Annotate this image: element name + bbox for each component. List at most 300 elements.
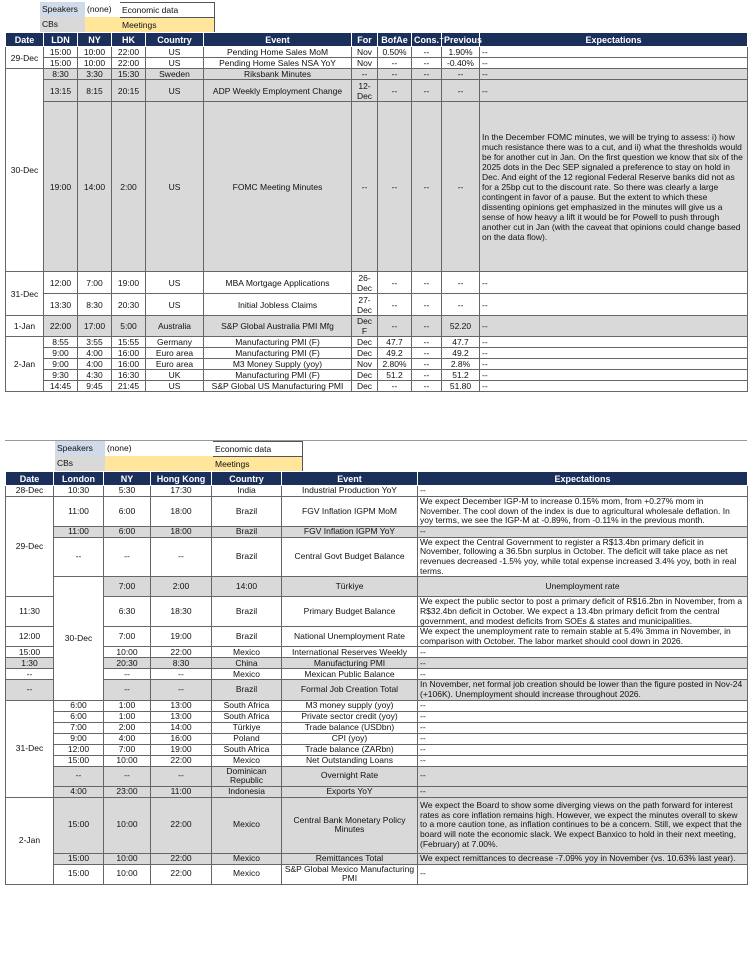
event-cell: Primary Budget Balance bbox=[282, 597, 418, 627]
hong-kong-cell: 18:00 bbox=[151, 526, 212, 537]
country-cell: Brazil bbox=[212, 597, 282, 627]
expectations-cell: -- bbox=[480, 47, 748, 58]
bofae-cell: -- bbox=[378, 58, 412, 69]
event-cell: National Unemployment Rate bbox=[282, 627, 418, 647]
header-for: For bbox=[352, 33, 378, 47]
hong-kong-cell: -- bbox=[151, 537, 212, 576]
cons-cell: -- bbox=[412, 348, 442, 359]
expectations-cell: We expect the Central Government to register a R$13.4bn primary deficit in November, following a 36.5bn surplus in October. The deficit will take place as net revenues decreased -1.5% yoy, while total expense increased 3.4% yoy, both in real terms. bbox=[418, 537, 748, 576]
hk-cell: 22:00 bbox=[112, 47, 146, 58]
date-cell: 30-Dec bbox=[6, 69, 44, 272]
previous-cell: 52.20 bbox=[442, 316, 480, 337]
ldn-cell: 15:00 bbox=[44, 58, 78, 69]
header-event: Event bbox=[204, 33, 352, 47]
hong-kong-cell: -- bbox=[151, 766, 212, 786]
london-cell: 12:00 bbox=[6, 627, 54, 647]
legend-speakers: Speakers bbox=[55, 441, 105, 456]
header-previous: Previous bbox=[442, 33, 480, 47]
country-cell: South Africa bbox=[212, 744, 282, 755]
cons-cell: -- bbox=[412, 294, 442, 316]
ldn-cell: 15:00 bbox=[44, 47, 78, 58]
event-cell: Mexican Public Balance bbox=[282, 669, 418, 680]
table-row bbox=[6, 627, 748, 647]
table-header-row bbox=[6, 472, 748, 486]
hong-kong-cell: 18:30 bbox=[151, 597, 212, 627]
event-cell: S&P Global Australia PMI Mfg bbox=[204, 316, 352, 337]
london-cell: 4:00 bbox=[54, 786, 104, 797]
ny-cell: 1:00 bbox=[104, 711, 151, 722]
expectations-cell: -- bbox=[418, 864, 748, 884]
expectations-cell: -- bbox=[480, 294, 748, 316]
hong-kong-cell: 19:00 bbox=[151, 627, 212, 647]
ny-cell: 6:30 bbox=[104, 597, 151, 627]
london-cell: 11:00 bbox=[54, 526, 104, 537]
expectations-cell: -- bbox=[418, 647, 748, 658]
expectations-cell: -- bbox=[480, 80, 748, 102]
ny-cell: 4:30 bbox=[78, 370, 112, 381]
ny-cell: 23:00 bbox=[104, 786, 151, 797]
previous-cell: -- bbox=[442, 294, 480, 316]
ldn-cell: 14:45 bbox=[44, 381, 78, 392]
bofae-cell: -- bbox=[378, 381, 412, 392]
date-cell: 2-Jan bbox=[6, 797, 54, 884]
date-cell: 28-Dec bbox=[6, 486, 54, 497]
bofae-cell: -- bbox=[378, 69, 412, 80]
ny-cell: 6:00 bbox=[104, 497, 151, 527]
ldn-cell: 13:30 bbox=[44, 294, 78, 316]
legend-none: (none) bbox=[87, 4, 112, 14]
cons-cell: -- bbox=[412, 316, 442, 337]
hk-cell: 21:45 bbox=[112, 381, 146, 392]
table-row bbox=[6, 722, 748, 733]
expectations-cell: -- bbox=[418, 658, 748, 669]
london-cell: 7:00 bbox=[54, 722, 104, 733]
header-bofae: BofAe bbox=[378, 33, 412, 47]
bofae-cell: 0.50% bbox=[378, 47, 412, 58]
country-cell: Indonesia bbox=[212, 786, 282, 797]
ny-cell: 4:00 bbox=[104, 733, 151, 744]
country-cell: Mexico bbox=[212, 755, 282, 766]
us-calendar-table bbox=[5, 32, 748, 392]
for-cell: Nov bbox=[352, 58, 378, 69]
legend-cbs: CBs bbox=[55, 456, 105, 471]
bofae-cell: 2.80% bbox=[378, 359, 412, 370]
us-calendar-panel bbox=[5, 2, 747, 422]
country-cell: South Africa bbox=[212, 711, 282, 722]
bofae-cell: -- bbox=[378, 316, 412, 337]
event-cell: S&P Global US Manufacturing PMI bbox=[204, 381, 352, 392]
hk-cell: 22:00 bbox=[112, 58, 146, 69]
country-cell: US bbox=[146, 47, 204, 58]
bofae-cell: -- bbox=[378, 102, 412, 272]
for-cell: 26-Dec bbox=[352, 272, 378, 294]
london-cell: -- bbox=[54, 766, 104, 786]
legend-meetings: Meetings bbox=[213, 456, 303, 471]
hong-kong-cell: 8:30 bbox=[151, 658, 212, 669]
expectations-cell: -- bbox=[418, 526, 748, 537]
header-date: Date bbox=[6, 33, 44, 47]
ldn-cell: 13:15 bbox=[44, 80, 78, 102]
bofae-cell: -- bbox=[378, 80, 412, 102]
previous-cell: -- bbox=[442, 102, 480, 272]
header-expectations: Expectations bbox=[480, 33, 748, 47]
header-hk: HK bbox=[112, 33, 146, 47]
header-country: Country bbox=[212, 472, 282, 486]
header-event: Event bbox=[282, 472, 418, 486]
event-cell: MBA Mortgage Applications bbox=[204, 272, 352, 294]
event-cell: Pending Home Sales MoM bbox=[204, 47, 352, 58]
ny-cell: -- bbox=[104, 537, 151, 576]
country-cell: Brazil bbox=[212, 537, 282, 576]
cons-cell: -- bbox=[412, 272, 442, 294]
previous-cell: 51.2 bbox=[442, 370, 480, 381]
expectations-cell: -- bbox=[480, 58, 748, 69]
ny-cell: 5:30 bbox=[104, 486, 151, 497]
london-cell: 15:00 bbox=[54, 853, 104, 864]
london-cell: 15:00 bbox=[6, 647, 54, 658]
ny-cell: 10:00 bbox=[104, 864, 151, 884]
event-cell: Pending Home Sales NSA YoY bbox=[204, 58, 352, 69]
table-row bbox=[6, 359, 748, 370]
ny-cell: -- bbox=[104, 680, 151, 700]
bofae-cell: 51.2 bbox=[378, 370, 412, 381]
date-cell: 2-Jan bbox=[6, 337, 44, 392]
country-cell: Mexico bbox=[212, 853, 282, 864]
previous-cell: 1.90% bbox=[442, 47, 480, 58]
legend-meetings: Meetings bbox=[120, 17, 215, 32]
country-cell: China bbox=[212, 658, 282, 669]
previous-cell: -- bbox=[442, 272, 480, 294]
header-ny: NY bbox=[78, 33, 112, 47]
table-row bbox=[6, 864, 748, 884]
cons-cell: -- bbox=[412, 337, 442, 348]
cons-cell: -- bbox=[412, 359, 442, 370]
london-cell: -- bbox=[54, 537, 104, 576]
country-cell: US bbox=[146, 272, 204, 294]
table-row bbox=[6, 294, 748, 316]
hk-cell: 20:30 bbox=[112, 294, 146, 316]
country-cell: US bbox=[146, 58, 204, 69]
previous-cell: 2.8% bbox=[442, 359, 480, 370]
country-cell: Brazil bbox=[212, 627, 282, 647]
ny-cell: 3:30 bbox=[78, 69, 112, 80]
event-cell: Net Outstanding Loans bbox=[282, 755, 418, 766]
cons-cell: -- bbox=[412, 102, 442, 272]
ny-cell: 2:00 bbox=[151, 577, 212, 597]
table-header-row bbox=[6, 33, 748, 47]
event-cell: M3 money supply (yoy) bbox=[282, 700, 418, 711]
previous-cell: 49.2 bbox=[442, 348, 480, 359]
event-cell: S&P Global Mexico Manufacturing PMI bbox=[282, 864, 418, 884]
event-cell: Trade balance (USDbn) bbox=[282, 722, 418, 733]
hong-kong-cell: 22:00 bbox=[151, 647, 212, 658]
table-row bbox=[6, 47, 748, 58]
ny-cell: 3:55 bbox=[78, 337, 112, 348]
legend-yellow-swatch bbox=[85, 17, 120, 32]
legend-row-2 bbox=[55, 456, 747, 471]
event-cell: Manufacturing PMI (F) bbox=[204, 348, 352, 359]
cons-cell: -- bbox=[412, 69, 442, 80]
expectations-cell: -- bbox=[480, 337, 748, 348]
for-cell: -- bbox=[352, 69, 378, 80]
expectations-cell: We expect the unemployment rate to remain stable at 5.4% 3mma in November, in comparison with October. The labor market should cool down in 2026. bbox=[418, 627, 748, 647]
cons-cell: -- bbox=[412, 381, 442, 392]
table-row bbox=[6, 58, 748, 69]
country-cell: South Africa bbox=[212, 700, 282, 711]
hk-cell: 20:15 bbox=[112, 80, 146, 102]
ny-cell: 7:00 bbox=[104, 627, 151, 647]
date-cell: 30-Dec bbox=[54, 577, 104, 700]
table-row bbox=[6, 316, 748, 337]
table-row bbox=[6, 337, 748, 348]
expectations-cell: -- bbox=[480, 316, 748, 337]
legend-speakers: Speakers bbox=[40, 2, 85, 17]
ldn-cell: 22:00 bbox=[44, 316, 78, 337]
hk-cell: 19:00 bbox=[112, 272, 146, 294]
previous-cell: 51.80 bbox=[442, 381, 480, 392]
header-london: London bbox=[54, 472, 104, 486]
header-date: Date bbox=[6, 472, 54, 486]
expectations-cell: -- bbox=[418, 486, 748, 497]
cons-cell: -- bbox=[412, 58, 442, 69]
country-cell: Brazil bbox=[212, 497, 282, 527]
ny-cell: 10:00 bbox=[104, 797, 151, 853]
ny-cell: 10:00 bbox=[78, 47, 112, 58]
bofae-cell: 49.2 bbox=[378, 348, 412, 359]
ny-cell: 1:00 bbox=[104, 700, 151, 711]
event-cell: Manufacturing PMI (F) bbox=[204, 337, 352, 348]
ldn-cell: 9:30 bbox=[44, 370, 78, 381]
ny-cell: 10:00 bbox=[104, 647, 151, 658]
for-cell: Nov bbox=[352, 47, 378, 58]
legend-economic: Economic data bbox=[120, 2, 215, 17]
ny-cell: 9:45 bbox=[78, 381, 112, 392]
hk-cell: 15:55 bbox=[112, 337, 146, 348]
hong-kong-cell: 16:00 bbox=[151, 733, 212, 744]
london-cell: 9:00 bbox=[54, 733, 104, 744]
table-row bbox=[6, 797, 748, 853]
expectations-cell: -- bbox=[480, 348, 748, 359]
for-cell: -- bbox=[352, 102, 378, 272]
ny-cell: 20:30 bbox=[104, 658, 151, 669]
table-row bbox=[6, 700, 748, 711]
ny-cell: 14:00 bbox=[78, 102, 112, 272]
ldn-cell: 8:55 bbox=[44, 337, 78, 348]
table-row bbox=[6, 577, 748, 597]
expectations-cell: -- bbox=[418, 786, 748, 797]
country-cell: Germany bbox=[146, 337, 204, 348]
bofae-cell: -- bbox=[378, 272, 412, 294]
expectations-cell: We expect December IGP-M to increase 0.15% mom, from +0.27% mom in November. The cool down of the index is due to agricultural wholesale deflation. In yoy terms, we see the IGP-M at -0.89%, from -0.11% in the previous month. bbox=[418, 497, 748, 527]
expectations-cell: -- bbox=[480, 381, 748, 392]
table-row bbox=[6, 786, 748, 797]
country-cell: India bbox=[212, 486, 282, 497]
country-cell: Mexico bbox=[212, 797, 282, 853]
country-cell: Brazil bbox=[212, 680, 282, 700]
table-row bbox=[6, 526, 748, 537]
country-cell: Euro area bbox=[146, 359, 204, 370]
hong-kong-cell: 18:00 bbox=[151, 497, 212, 527]
event-cell: International Reserves Weekly bbox=[282, 647, 418, 658]
cons-cell: -- bbox=[412, 47, 442, 58]
ny-cell: 4:00 bbox=[78, 359, 112, 370]
legend-row-2 bbox=[40, 17, 747, 32]
table-row bbox=[6, 733, 748, 744]
country-cell: Sweden bbox=[146, 69, 204, 80]
event-cell: M3 Money Supply (yoy) bbox=[204, 359, 352, 370]
expectations-cell: We expect remittances to decrease -7.09% yoy in November (vs. 10.63% last year). bbox=[418, 853, 748, 864]
hong-kong-cell: -- bbox=[151, 669, 212, 680]
london-cell: -- bbox=[6, 680, 54, 700]
event-cell: Private sector credit (yoy) bbox=[282, 711, 418, 722]
london-cell: 12:00 bbox=[54, 744, 104, 755]
for-cell: Dec F bbox=[352, 316, 378, 337]
expectations-cell: In November, net formal job creation should be lower than the figure posted in Nov-24 (+106K). Unemployment should increase throughout 2026. bbox=[418, 680, 748, 700]
event-cell: FGV Inflation IGPM MoM bbox=[282, 497, 418, 527]
event-cell: Manufacturing PMI bbox=[282, 658, 418, 669]
event-cell: Exports YoY bbox=[282, 786, 418, 797]
legend-none: (none) bbox=[107, 443, 132, 453]
table-row bbox=[6, 486, 748, 497]
event-cell: Overnight Rate bbox=[282, 766, 418, 786]
previous-cell: -- bbox=[442, 80, 480, 102]
table-row bbox=[6, 853, 748, 864]
table-row bbox=[6, 348, 748, 359]
hk-cell: 5:00 bbox=[112, 316, 146, 337]
event-cell: Manufacturing PMI (F) bbox=[204, 370, 352, 381]
event-cell: ADP Weekly Employment Change bbox=[204, 80, 352, 102]
ny-cell: 4:00 bbox=[78, 348, 112, 359]
for-cell: 27-Dec bbox=[352, 294, 378, 316]
country-cell: US bbox=[146, 294, 204, 316]
event-cell: Remittances Total bbox=[282, 853, 418, 864]
country-cell: US bbox=[146, 80, 204, 102]
cons-cell: -- bbox=[412, 80, 442, 102]
date-cell: 29-Dec bbox=[6, 47, 44, 69]
table-row bbox=[6, 658, 748, 669]
table-row bbox=[6, 69, 748, 80]
expectations-cell: -- bbox=[480, 272, 748, 294]
ny-cell: 7:00 bbox=[104, 744, 151, 755]
header-ldn: LDN bbox=[44, 33, 78, 47]
london-cell: 11:30 bbox=[6, 597, 54, 627]
expectations-cell: -- bbox=[418, 722, 748, 733]
london-cell: 6:00 bbox=[54, 711, 104, 722]
expectations-cell: -- bbox=[418, 700, 748, 711]
em-calendar-panel bbox=[5, 440, 747, 969]
expectations-cell: We expect the public sector to post a primary deficit of R$16.2bn in November, from a R$32.4bn deficit in October. We expect a 13.4bn primary deficit from the central government, and modest deficits from SOEs & states and municipalities. bbox=[418, 597, 748, 627]
ny-cell: 10:00 bbox=[78, 58, 112, 69]
london-cell: -- bbox=[6, 669, 54, 680]
hong-kong-cell: 14:00 bbox=[212, 577, 282, 597]
hk-cell: 15:30 bbox=[112, 69, 146, 80]
hong-kong-cell: -- bbox=[151, 680, 212, 700]
legend-yellow-swatch bbox=[105, 456, 213, 471]
header-ny: NY bbox=[104, 472, 151, 486]
expectations-cell: -- bbox=[418, 766, 748, 786]
ny-cell: -- bbox=[104, 669, 151, 680]
table-row bbox=[6, 102, 748, 272]
london-cell: 1:30 bbox=[6, 658, 54, 669]
table-row bbox=[6, 744, 748, 755]
hong-kong-cell: 13:00 bbox=[151, 700, 212, 711]
table-row bbox=[6, 680, 748, 700]
em-calendar-table bbox=[5, 471, 748, 885]
header-cons: Cons.† bbox=[412, 33, 442, 47]
legend-economic: Economic data bbox=[213, 441, 303, 456]
london-cell: 15:00 bbox=[54, 797, 104, 853]
hong-kong-cell: 22:00 bbox=[151, 755, 212, 766]
date-cell: 31-Dec bbox=[6, 272, 44, 316]
country-cell: Euro area bbox=[146, 348, 204, 359]
ny-cell: 2:00 bbox=[104, 722, 151, 733]
country-cell: US bbox=[146, 102, 204, 272]
ny-cell: 17:00 bbox=[78, 316, 112, 337]
event-cell: Unemployment rate bbox=[418, 577, 748, 597]
country-cell: Australia bbox=[146, 316, 204, 337]
country-cell: Mexico bbox=[212, 669, 282, 680]
hk-cell: 16:30 bbox=[112, 370, 146, 381]
hong-kong-cell: 22:00 bbox=[151, 853, 212, 864]
legend-row-1 bbox=[55, 441, 747, 456]
table-row bbox=[6, 381, 748, 392]
expectations-cell: -- bbox=[418, 755, 748, 766]
date-cell: 31-Dec bbox=[6, 700, 54, 797]
legend-row-1 bbox=[40, 2, 747, 17]
ny-cell: 8:30 bbox=[78, 294, 112, 316]
cons-cell: -- bbox=[412, 370, 442, 381]
country-cell: Türkiye bbox=[212, 722, 282, 733]
previous-cell: -- bbox=[442, 69, 480, 80]
event-cell: Central Bank Monetary Policy Minutes bbox=[282, 797, 418, 853]
date-cell: 29-Dec bbox=[6, 497, 54, 597]
expectations-cell: -- bbox=[480, 69, 748, 80]
ny-cell: 6:00 bbox=[104, 526, 151, 537]
country-cell: Mexico bbox=[212, 647, 282, 658]
ny-cell: 10:00 bbox=[104, 755, 151, 766]
country-cell: Dominican Republic bbox=[212, 766, 282, 786]
london-cell: 6:00 bbox=[54, 700, 104, 711]
london-cell: 15:00 bbox=[54, 864, 104, 884]
table-row bbox=[6, 370, 748, 381]
hong-kong-cell: 19:00 bbox=[151, 744, 212, 755]
expectations-cell: -- bbox=[418, 669, 748, 680]
event-cell: Industrial Production YoY bbox=[282, 486, 418, 497]
for-cell: Nov bbox=[352, 359, 378, 370]
header-country: Country bbox=[146, 33, 204, 47]
legend-cbs: CBs bbox=[40, 17, 85, 32]
hong-kong-cell: 14:00 bbox=[151, 722, 212, 733]
expectations-cell: -- bbox=[418, 711, 748, 722]
for-cell: Dec bbox=[352, 370, 378, 381]
london-cell: 10:30 bbox=[54, 486, 104, 497]
hong-kong-cell: 22:00 bbox=[151, 864, 212, 884]
table-row bbox=[6, 711, 748, 722]
expectations-cell: In the December FOMC minutes, we will be trying to assess: i) how much resistance there was to a cut, and ii) what the thresholds would be for another cut in Jan. On the first question we know that six of the 2025 dots in the Dec SEP signaled a preference to stay on hold in Dec. And eight of the 12 regional Federal Reserve banks did not as for a 25bp cut to the discount rate. So there was clearly a large contingent in favor of a pause. But the extent to which these dissenting opinions get emphasized in the minutes will give us a sense of how heavy a lift it would be for Powell to push through another cut in Jan (with the caveat that opinions could change based on the data flow). bbox=[480, 102, 748, 272]
london-cell: 11:00 bbox=[54, 497, 104, 527]
ny-cell: 8:15 bbox=[78, 80, 112, 102]
event-cell: CPI (yoy) bbox=[282, 733, 418, 744]
ny-cell: -- bbox=[104, 766, 151, 786]
hong-kong-cell: 13:00 bbox=[151, 711, 212, 722]
previous-cell: 47.7 bbox=[442, 337, 480, 348]
hong-kong-cell: 17:30 bbox=[151, 486, 212, 497]
country-cell: Mexico bbox=[212, 864, 282, 884]
hk-cell: 16:00 bbox=[112, 359, 146, 370]
previous-cell: -0.40% bbox=[442, 58, 480, 69]
expectations-cell: -- bbox=[480, 359, 748, 370]
ldn-cell: 9:00 bbox=[44, 348, 78, 359]
